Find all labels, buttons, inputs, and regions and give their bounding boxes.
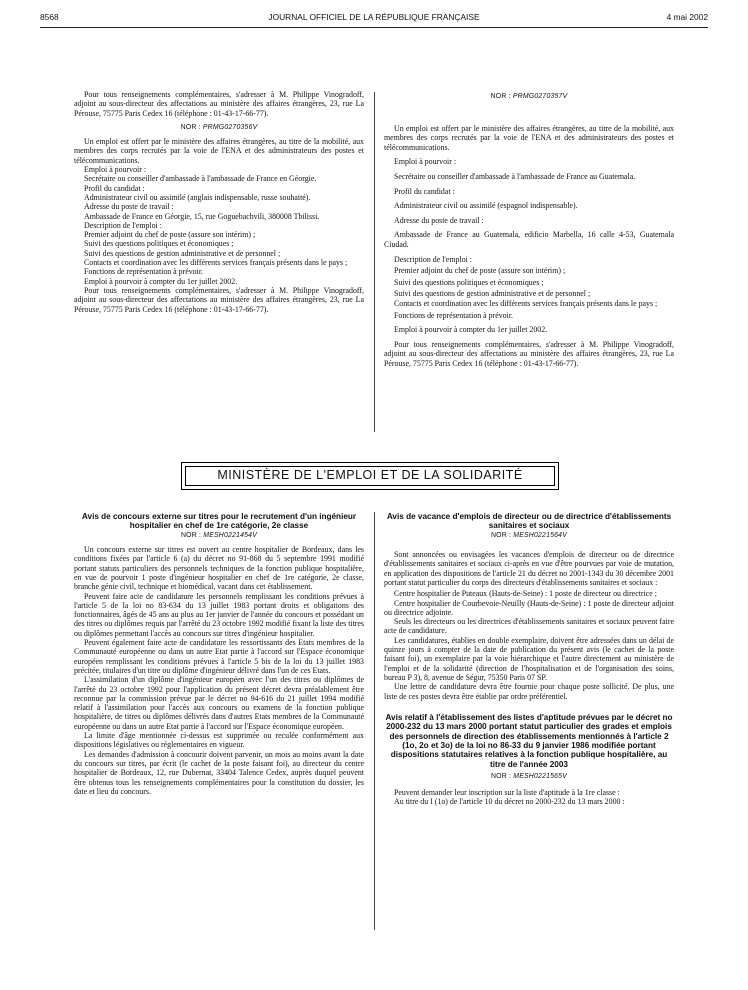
paragraph: Description de l'emploi : xyxy=(394,254,472,264)
paragraph: Ambassade de France en Géorgie, 15, rue Goguebachvili, 380008 Tbilissi. xyxy=(84,211,320,221)
paragraph: Premier adjoint du chef de poste (assure son intérim) ; xyxy=(84,230,256,240)
paragraph: Une lettre de candidature devra être fournie pour chaque poste sollicité. De plus, une liste de ces postes devra être établie par ordre préférentiel. xyxy=(384,682,674,701)
notice-title: Avis de concours externe sur titres pour le recrutement d'un ingénieur hospitalier en chef de 1re catégorie, 2e classe xyxy=(81,512,357,531)
notice-title: Avis de vacance d'emplois de directeur ou de directrice d'établissements sanitaires et sociaux xyxy=(386,512,672,531)
paragraph: Centre hospitalier de Courbevoie-Neuilly (Hauts-de-Seine) : 1 poste de directeur adjoint ou directrice adjointe. xyxy=(384,598,674,617)
col1-top xyxy=(74,90,364,314)
paragraph: Peuvent également faire acte de candidature les ressortissants des Etats membres de la Communauté européenne ou dans un autre Etat partie à l'accord sur l'Espace économique européen remplissant les conditions prévues à l'article 5 bis de la loi du 13 juillet 1983 précitée, titulaires d'un titre ou diplôme d'ingénieur délivré dans l'un de ces Etats. xyxy=(74,638,364,675)
column-divider xyxy=(374,512,375,930)
paragraph: Peuvent faire acte de candidature les personnels remplissant les conditions prévues à l'article 5 de la loi no 83-634 du 13 juillet 1983 portant droits et obligations des fonctionnaires, âgés de 45 ans au plus au 1er janvier de l'année du concours et possédant un des titres ou diplômes requis par l'arrêté du 23 octobre 1992 modifié fixant la liste des titres ou diplômes permettant l'accès au concours sur titres d'ingénieur hospitalier. xyxy=(74,591,364,638)
page-header xyxy=(40,12,708,26)
paragraph: Adresse du poste de travail : xyxy=(394,215,484,225)
paragraph: Suivi des questions de gestion administrative et de personnel ; xyxy=(394,289,591,299)
issue-date: 4 mai 2002 xyxy=(666,12,708,22)
paragraph: La limite d'âge mentionnée ci-dessus est supprimée ou reculée conformément aux dispositions législatives ou réglementaires en vigueur. xyxy=(74,731,364,750)
paragraph: Contacts et coordination avec les différents services français présents dans le pays ; xyxy=(394,298,658,308)
paragraph: L'assimilation d'un diplôme d'ingénieur européen avec l'un des titres ou diplômes de l'arrêté du 23 octobre 1992 pour l'application du présent décret devra préalablement être reconnue par la commission prévue par le décret no 94-616 du 21 juillet 1994 modifié relatif à l'assimilation pour l'accès aux concours ou examens de la fonction publique hospitalière, de titres ou diplômes délivrés dans d'autres Etats membres de la Communauté européenne ou dans un autre Etat partie à l'accord sur l'Espace économique européen. xyxy=(74,675,364,731)
header-rule xyxy=(40,27,708,28)
paragraph: Pour tous renseignements complémentaires, s'adresser à M. Philippe Vinogradoff, adjoint au sous-directeur des affectations au ministère des affaires étrangères, 23, rue La Pérouse, 75775 Paris Cedex 16 (téléphone : 01-43-17-66-77). xyxy=(74,285,364,314)
nor-reference: NOR : PRMG0270357V xyxy=(490,93,568,100)
page-number: 8568 xyxy=(40,12,59,22)
nor-reference: NOR : MESH0221565V xyxy=(490,773,567,781)
column-divider xyxy=(374,92,375,432)
paragraph: Contacts et coordination avec les différents services français présents dans le pays ; xyxy=(84,258,348,268)
paragraph: Centre hospitalier de Puteaux (Hauts-de-Seine) : 1 poste de directeur ou directrice ; xyxy=(394,589,657,599)
ministry-banner xyxy=(181,462,559,490)
paragraph: Sont annoncées ou envisagées les vacances d'emplois de directeur ou de directrice d'établissements sanitaires et sociaux ci-après en vue d'être pourvues par voie de mutation, en application des dispositions de l'article 21 du décret no 2001-1343 du 30 décembre 2001 portant statut particulier du corps des directeurs d'établissements sanitaires et sociaux : xyxy=(384,550,674,587)
paragraph: Les demandes d'admission à concourir doivent parvenir, un mois au moins avant la date du concours sur titres, par écrit (le cachet de la poste faisant foi), au directeur du centre hospitalier de Bordeaux, 12, rue Dubernat, 33404 Talence Cedex, auprès duquel peuvent être obtenus tous les renseignements complémentaires pour la constitution du dossier, les date et lieu du concours. xyxy=(74,749,364,796)
paragraph: Fonctions de représentation à prévoir. xyxy=(84,267,203,277)
paragraph: Administrateur civil ou assimilé (anglais indispensable, russe souhaité). xyxy=(84,192,311,202)
paragraph: Profil du candidat : xyxy=(394,186,455,196)
paragraph: Suivi des questions politiques et économiques ; xyxy=(394,277,544,287)
paragraph: Emploi à pourvoir : xyxy=(84,165,147,175)
paragraph: Pour tous renseignements complémentaires, s'adresser à M. Philippe Vinogradoff, adjoint au sous-directeur des affectations au ministère des affaires étrangères, 23, rue La Pérouse, 75775 Paris Cedex 16 (téléphone : 01-43-17-66-77). xyxy=(384,339,674,368)
paragraph: Un emploi est offert par le ministère des affaires étrangères, au titre de la mobilité, aux membres des corps recrutés par la voie de l'ENA et des administrateurs des postes et télécommunications. xyxy=(74,137,364,165)
paragraph: Emploi à pourvoir : xyxy=(394,157,457,167)
paragraph: Seuls les directeurs ou les directrices d'établissements sanitaires et sociaux peuvent faire acte de candidature. xyxy=(384,617,674,636)
paragraph: Fonctions de représentation à prévoir. xyxy=(394,310,513,320)
paragraph: Premier adjoint du chef de poste (assure son intérim) ; xyxy=(394,266,566,276)
journal-title: JOURNAL OFFICIEL DE LA RÉPUBLIQUE FRANÇAISE xyxy=(268,12,480,22)
paragraph: Description de l'emploi : xyxy=(84,220,162,230)
col2-bottom xyxy=(384,512,674,806)
paragraph: Un concours externe sur titres est ouvert au centre hospitalier de Bordeaux, dans les conditions fixées par l'article 6 (a) du décret no 91-868 du 5 septembre 1991 modifié portant statuts particuliers des personnels techniques de la fonction publique hospitalière, en vue de pourvoir 1 poste d'ingénieur hospitalier en chef de 1re catégorie, 2e classe, branche génie civil, technique et biomédical, vacant dans cet établissement. xyxy=(74,545,364,592)
paragraph: Profil du candidat : xyxy=(84,183,145,193)
paragraph: Peuvent demander leur inscription sur la liste d'aptitude à la 1re classe : xyxy=(394,787,620,797)
paragraph: Un emploi est offert par le ministère des affaires étrangères, au titre de la mobilité, aux membres des corps recrutés par la voie de l'ENA et des administrateurs des postes et télécommunications. xyxy=(384,123,674,152)
ministry-title: MINISTÈRE DE L'EMPLOI ET DE LA SOLIDARITÉ xyxy=(217,468,523,482)
paragraph: Adresse du poste de travail : xyxy=(84,202,174,212)
paragraph: Emploi à pourvoir à compter du 1er juillet 2002. xyxy=(84,276,238,286)
nor-reference: NOR : MESH0221454V xyxy=(180,531,257,539)
paragraph: Ambassade de France au Guatemala, edificio Marbella, 16 calle 4-53, Guatemala Ciudad. xyxy=(384,230,674,249)
paragraph: Suivi des questions politiques et économiques ; xyxy=(84,239,234,249)
col2-top xyxy=(384,92,674,368)
notice-title: Avis relatif à l'établissement des listes d'aptitude prévues par le décret no 2000-232 du 13 mars 2000 portant statut particulier des grades et emplois des personnels de direction des établissements mentionnés à l'article 2 (1o, 2o et 3o) de la loi no 86-33 du 9 janvier 1986 modifiée portant dispositions statutaires relatives à la fonction publique hospitalière, au titre de l'année 2003 xyxy=(385,712,673,769)
paragraph: Au titre du I (1o) de l'article 10 du décret no 2000-232 du 13 mars 2000 : xyxy=(394,796,625,806)
paragraph: Les candidatures, établies en double exemplaire, doivent être adressées dans un délai de quinze jours à compter de la date de publication du présent avis (le cachet de la poste faisant foi), un exemplaire par la voie hiérarchique et l'autre directement au ministère de l'emploi et de la solidarité (direction de l'hospitalisation et de l'organisation des soins, bureau P 3), 8, avenue de Ségur, 75350 Paris 07 SP. xyxy=(384,635,674,682)
paragraph: Suivi des questions de gestion administrative et de personnel ; xyxy=(84,248,281,258)
paragraph: Secrétaire ou conseiller d'ambassade à l'ambassade de France en Géorgie. xyxy=(84,174,317,184)
paragraph: Emploi à pourvoir à compter du 1er juillet 2002. xyxy=(394,325,548,335)
col1-bottom xyxy=(74,512,364,796)
paragraph: Pour tous renseignements complémentaires, s'adresser à M. Philippe Vinogradoff, adjoint au sous-directeur des affectations au ministère des affaires étrangères, 23, rue La Pérouse, 75775 Paris Cedex 16 (téléphone : 01-43-17-66-77). xyxy=(74,90,364,118)
nor-reference: NOR : MESH0221564V xyxy=(490,531,567,539)
nor-reference: NOR : PRMG0270356V xyxy=(180,123,258,131)
paragraph: Secrétaire ou conseiller d'ambassade à l'ambassade de France au Guatemala. xyxy=(394,171,636,181)
paragraph: Administrateur civil ou assimilé (espagnol indispensable). xyxy=(394,201,578,211)
